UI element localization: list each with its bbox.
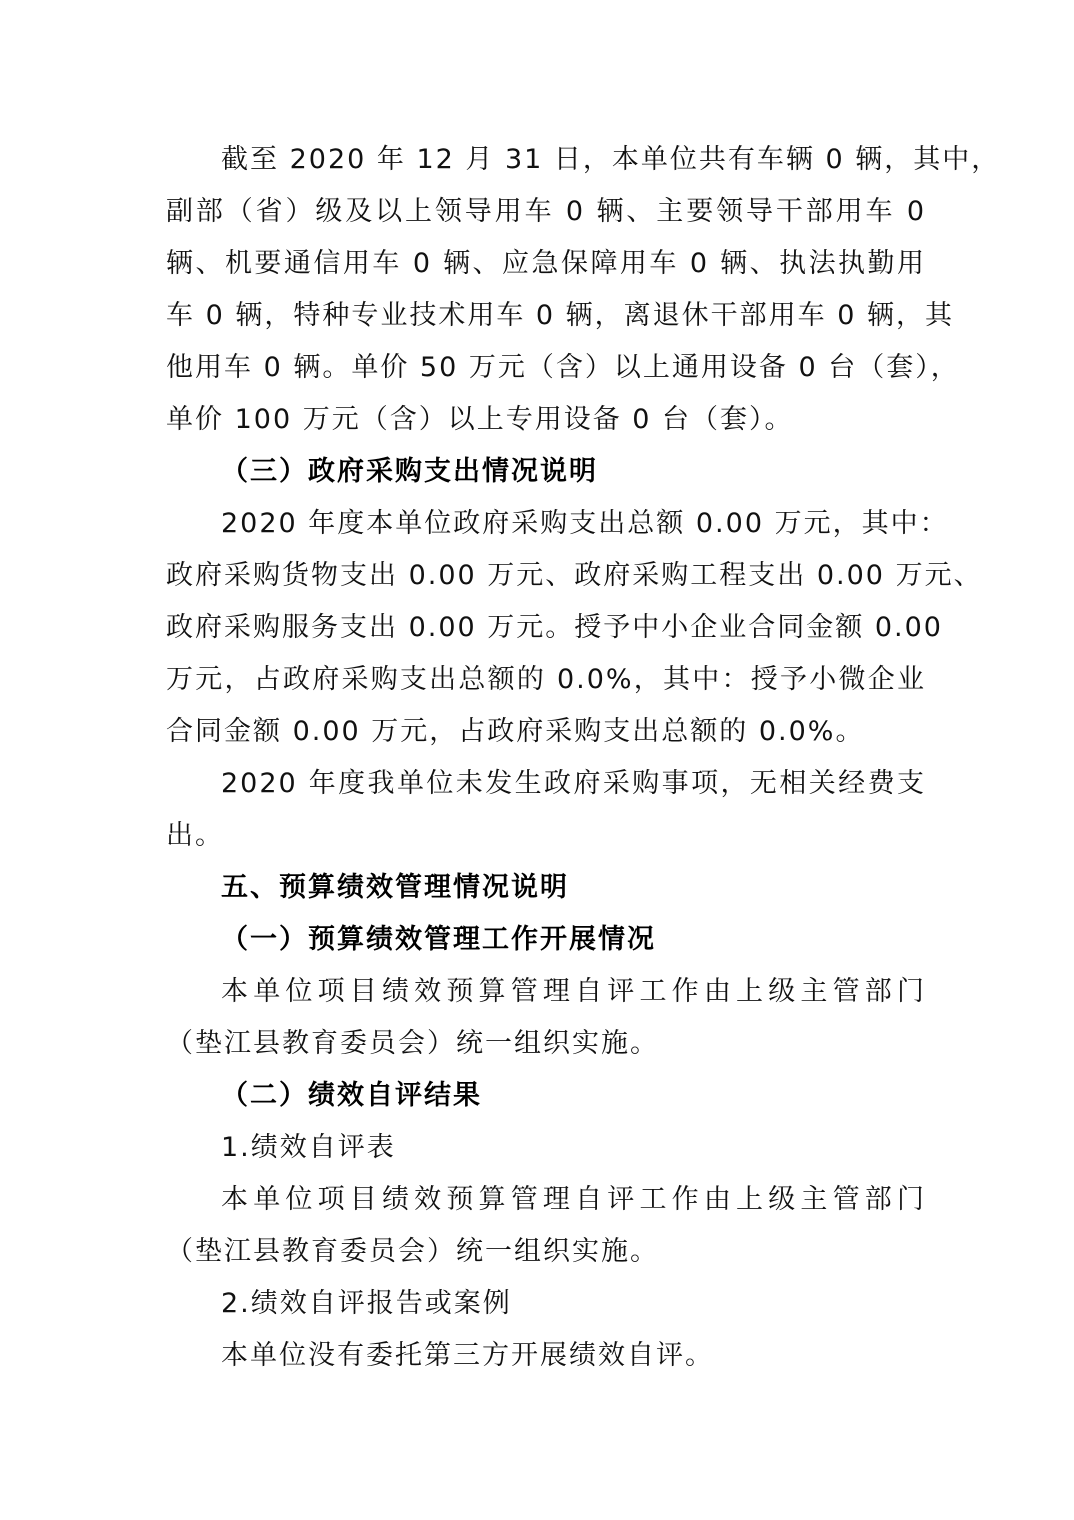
paragraph-line: 万元，占政府采购支出总额的 0.0%，其中：授予小微企业 bbox=[166, 664, 926, 695]
list-item: 1.绩效自评表 bbox=[221, 1132, 396, 1163]
paragraph-line: 单价 100 万元（含）以上专用设备 0 台（套）。 bbox=[166, 404, 794, 435]
subheading-results: （二）绩效自评结果 bbox=[221, 1080, 482, 1111]
paragraph-line: 本单位没有委托第三方开展绩效自评。 bbox=[221, 1340, 714, 1371]
section-heading-5: 五、预算绩效管理情况说明 bbox=[221, 872, 569, 903]
paragraph-line: 车 0 辆，特种专业技术用车 0 辆，离退休干部用车 0 辆，其 bbox=[166, 300, 955, 331]
paragraph-line: 2020 年度本单位政府采购支出总额 0.00 万元，其中： bbox=[221, 508, 949, 539]
paragraph-line: 2020 年度我单位未发生政府采购事项，无相关经费支 bbox=[221, 768, 926, 799]
paragraph-line: 本单位项目绩效预算管理自评工作由上级主管部门 bbox=[221, 1184, 926, 1215]
paragraph-line: 辆、机要通信用车 0 辆、应急保障用车 0 辆、执法执勤用 bbox=[166, 248, 926, 279]
paragraph-line: 出。 bbox=[166, 820, 224, 851]
paragraph-line: 合同金额 0.00 万元，占政府采购支出总额的 0.0%。 bbox=[166, 716, 865, 747]
paragraph-line: （垫江县教育委员会）统一组织实施。 bbox=[166, 1236, 659, 1267]
paragraph-line: 他用车 0 辆。单价 50 万元（含）以上通用设备 0 台（套）， bbox=[166, 352, 960, 383]
subheading-work: （一）预算绩效管理工作开展情况 bbox=[221, 924, 656, 955]
list-item: 2.绩效自评报告或案例 bbox=[221, 1288, 512, 1319]
paragraph-line: 政府采购服务支出 0.00 万元。授予中小企业合同金额 0.00 bbox=[166, 612, 943, 643]
paragraph-line: 政府采购货物支出 0.00 万元、政府采购工程支出 0.00 万元、 bbox=[166, 560, 983, 591]
paragraph-line: 副部（省）级及以上领导用车 0 辆、主要领导干部用车 0 bbox=[166, 196, 926, 227]
paragraph-line: 本单位项目绩效预算管理自评工作由上级主管部门 bbox=[221, 976, 926, 1007]
subheading-procurement: （三）政府采购支出情况说明 bbox=[221, 456, 598, 487]
paragraph-line: 截至 2020 年 12 月 31 日，本单位共有车辆 0 辆，其中， bbox=[221, 144, 1001, 175]
paragraph-line: （垫江县教育委员会）统一组织实施。 bbox=[166, 1028, 659, 1059]
